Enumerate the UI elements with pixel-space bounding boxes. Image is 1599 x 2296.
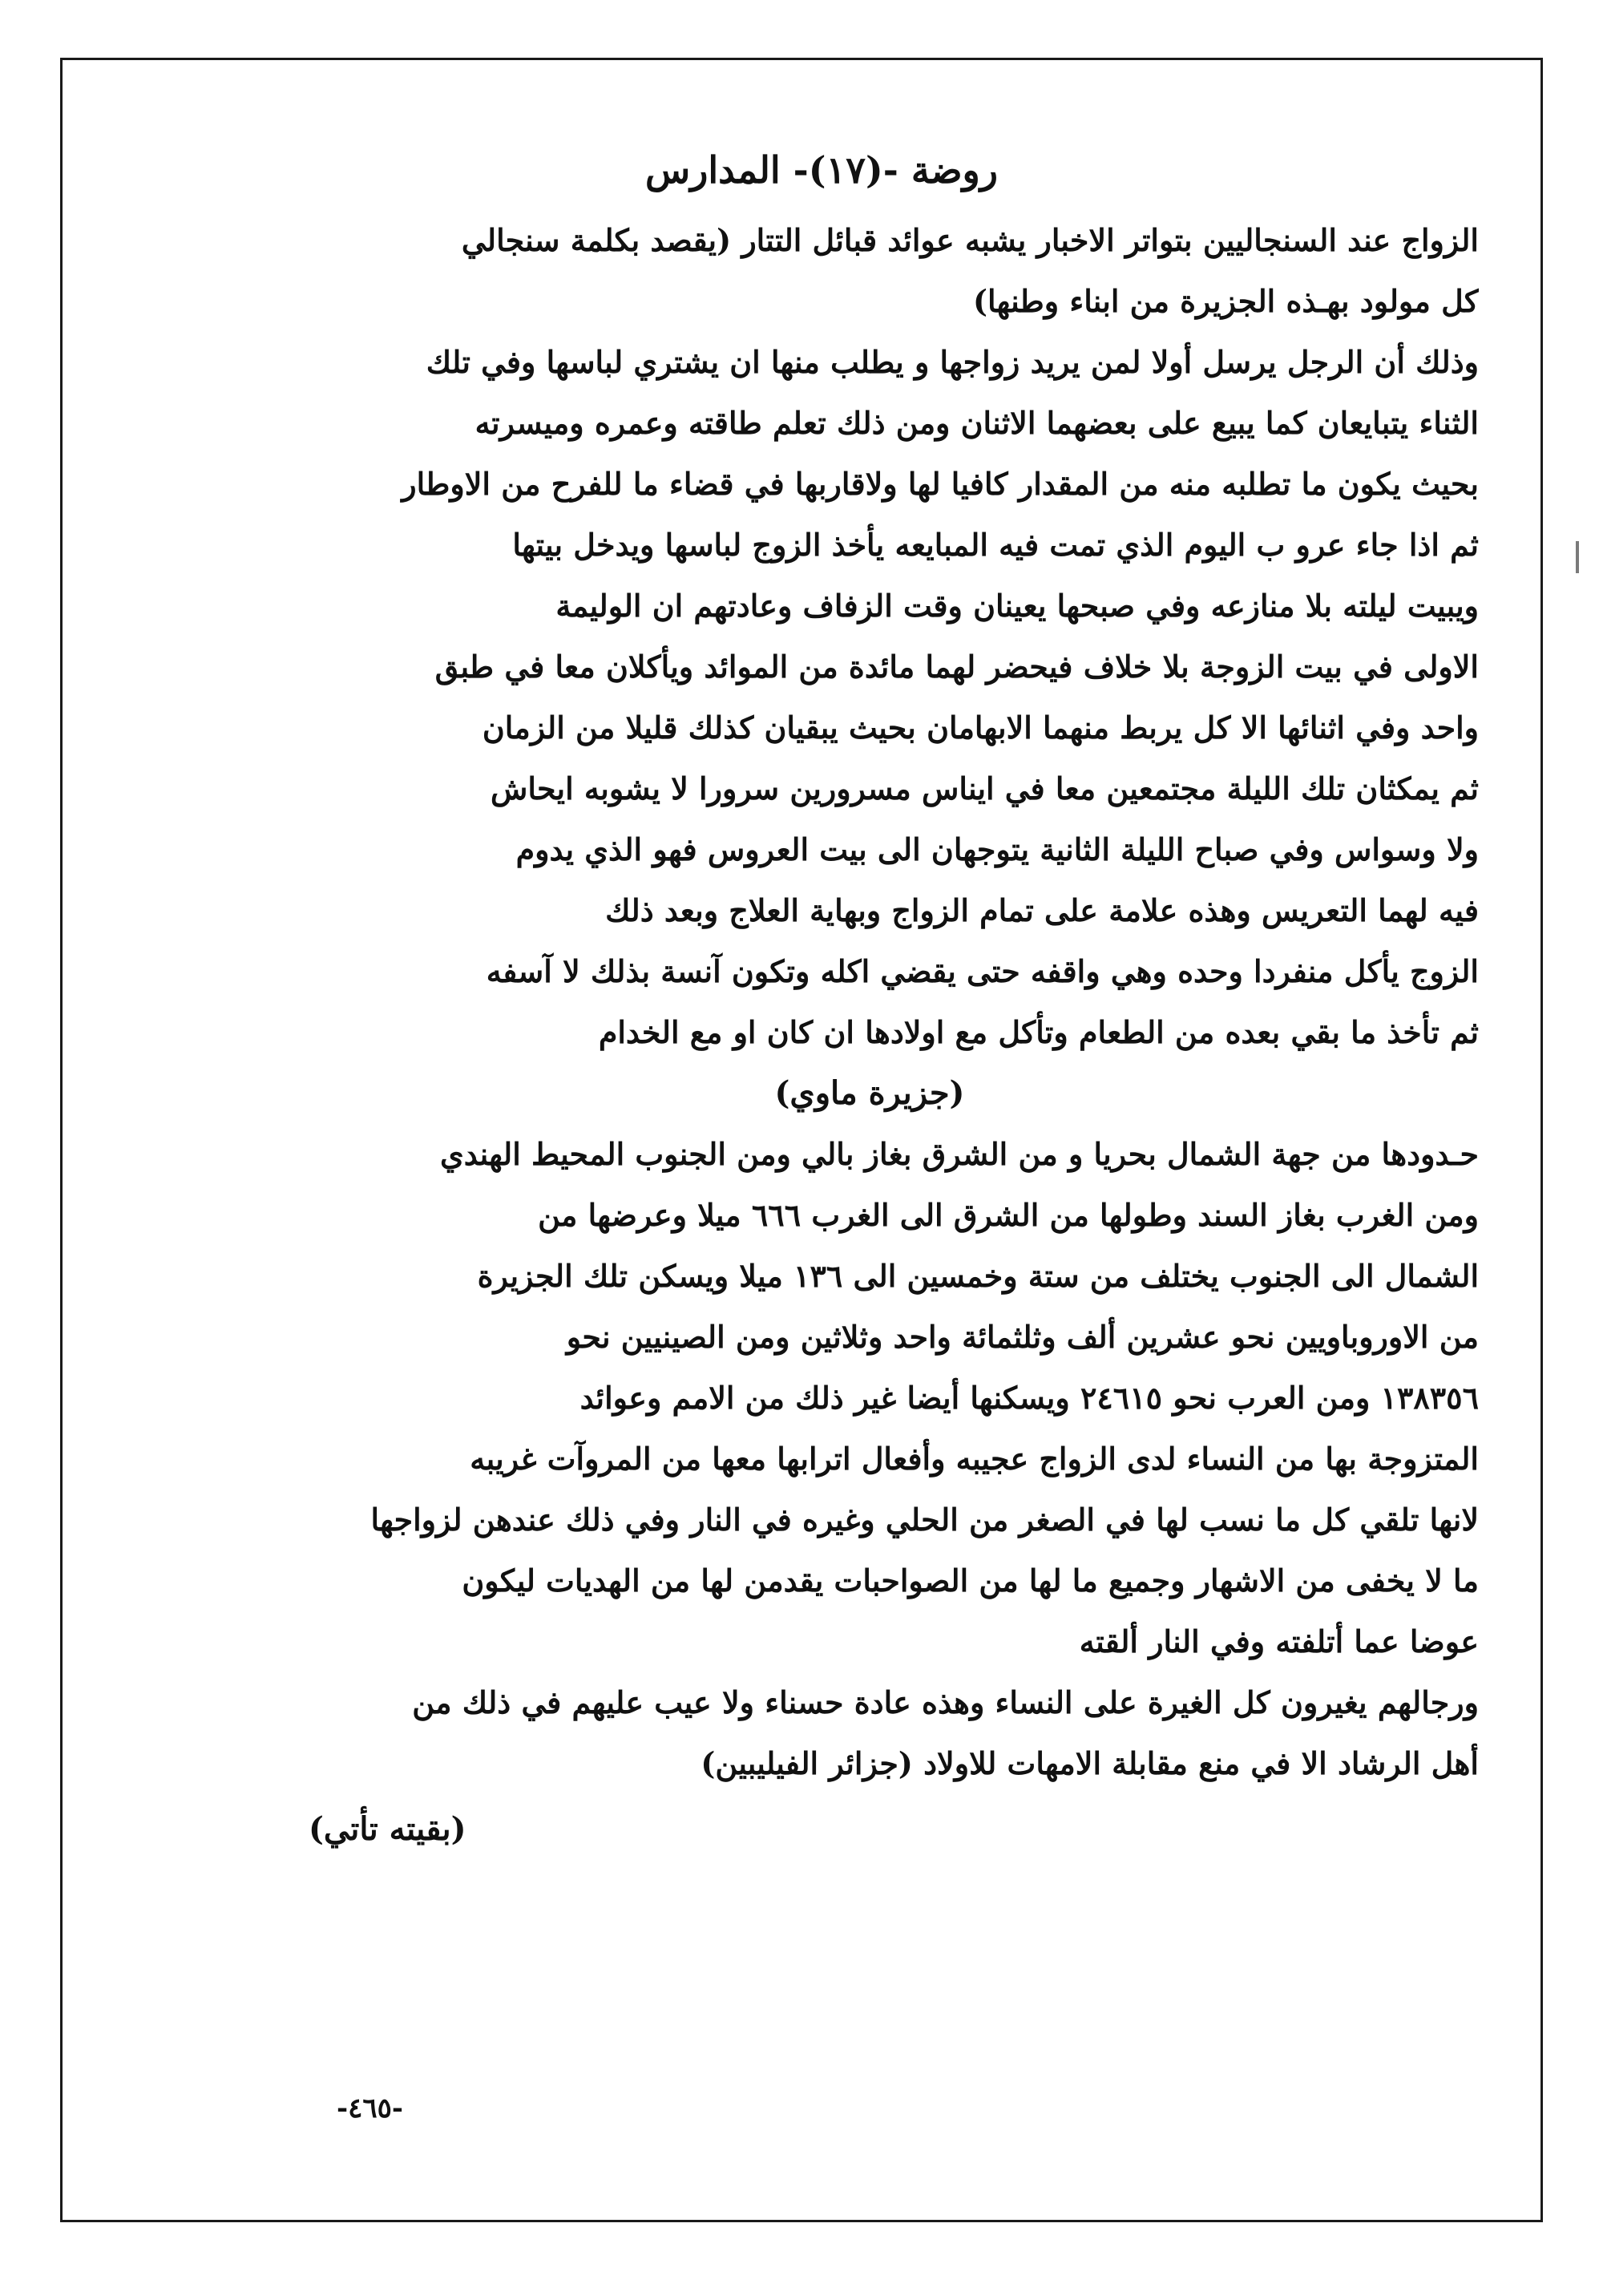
text-line: ثم يمكثان تلك الليلة مجتمعين معا في ايناس مسرورين سرورا لا يشوبه ايحاش	[491, 770, 1479, 807]
text-line: ثم اذا جاء عرو ب اليوم الذي تمت فيه المبايعه يأخذ الزوج لباسها ويدخل بيتها	[512, 527, 1479, 564]
next-section-title: (جزائر الفيليبين)	[701, 1745, 913, 1782]
continued-note: (بقيته تأتي)	[309, 1810, 466, 1849]
text-line: الزواج عند السنجاليين بتواتر الاخبار يشبه عوائد قبائل التتار (يقصد بكلمة سنجالي	[461, 222, 1479, 259]
final-line	[260, 1733, 1479, 1794]
text-line: كل مولود بهـذه الجزيرة من ابناء وطنها)	[973, 283, 1479, 320]
text-line: الاولى في بيت الزوجة بلا خلاف فيحضر لهما مائدة من الموائد ويأكلان معا في طبق	[434, 649, 1479, 685]
section-title: (جزيرة ماوي)	[774, 1074, 965, 1113]
text-line: ما لا يخفى من الاشهار وجميع ما لها من الصواحبات يقدمن لها من الهديات ليكون	[462, 1562, 1479, 1599]
binding-mark	[1576, 541, 1579, 573]
text-line: ولا وسواس وفي صباح الليلة الثانية يتوجهان الى بيت العروس فهو الذي يدوم	[515, 831, 1479, 868]
text-line: ومن الغرب بغاز السند وطولها من الشرق الى الغرب ٦٦٦ ميلا وعرضها من	[538, 1197, 1479, 1234]
paragraph-2	[260, 332, 1479, 1063]
text-line: بحيث يكون ما تطلبه منه من المقدار كافيا لها ولاقاربها في قضاء ما للفرح من الاوطار	[402, 466, 1479, 503]
text-line: فيه لهما التعريس وهذه علامة على تمام الزواج وبهاية العلاج وبعد ذلك	[605, 892, 1479, 929]
text-line: الثناء يتبايعان كما يبيع على بعضهما الاثنان ومن ذلك تعلم طاقته وعمره وميسرته	[474, 405, 1479, 442]
paragraph-1	[260, 210, 1479, 332]
final-line-text: أهل الرشاد الا في منع مقابلة الامهات للاولاد	[923, 1745, 1479, 1782]
running-head: روضة -(١٧)- المدارس	[644, 148, 998, 192]
paragraph-3	[260, 1124, 1479, 1672]
page-content	[260, 144, 1479, 1860]
text-line: من الاوروباويين نحو عشرين ألف وثلثمائة واحد وثلاثين ومن الصينيين نحو	[566, 1319, 1479, 1356]
text-line: حـدودها من جهة الشمال بحريا و من الشرق بغاز بالي ومن الجنوب المحيط الهندي	[439, 1136, 1479, 1173]
text-line: واحد وفي اثنائها الا كل يربط منهما الابهامان بحيث يبقيان كذلك قليلا من الزمان	[482, 709, 1479, 746]
text-line: ورجالهم يغيرون كل الغيرة على النساء وهذه عادة حسناء ولا عيب عليهم في ذلك من	[412, 1684, 1479, 1721]
text-line: الشمال الى الجنوب يختلف من ستة وخمسين الى ١٣٦ ميلا ويسكن تلك الجزيرة	[477, 1258, 1479, 1295]
paragraph-4	[260, 1672, 1479, 1794]
text-line: الزوج يأكل منفردا وحده وهي واقفه حتى يقضي اكله وتكون آنسة بذلك لا آسفه	[486, 953, 1479, 990]
text-line: ١٣٨٣٥٦ ومن العرب نحو ٢٤٦١٥ ويسكنها أيضا غير ذلك من الامم وعوائد	[579, 1380, 1479, 1417]
text-line: ثم تأخذ ما بقي بعده من الطعام وتأكل مع اولادها ان كان او مع الخدام	[598, 1014, 1479, 1051]
page-number: -٤٦٥-	[337, 2092, 404, 2124]
text-line: المتزوجة بها من النساء لدى الزواج عجيبه وأفعال اترابها معها من المروآت غريبه	[470, 1441, 1479, 1477]
text-line: ويبيت ليلته بلا منازعه وفي صبحها يعينان وقت الزفاف وعادتهم ان الوليمة	[555, 588, 1479, 625]
text-line: لانها تلقي كل ما نسب لها في الصغر من الحلي وغيره في النار وفي ذلك عندهن لزواجها	[370, 1502, 1479, 1538]
text-line: وذلك أن الرجل يرسل أولا لمن يريد زواجها و يطلب منها ان يشتري لباسها وفي تلك	[426, 344, 1479, 381]
text-line: عوضا عما أتلفته وفي النار ألقته	[1079, 1623, 1479, 1660]
